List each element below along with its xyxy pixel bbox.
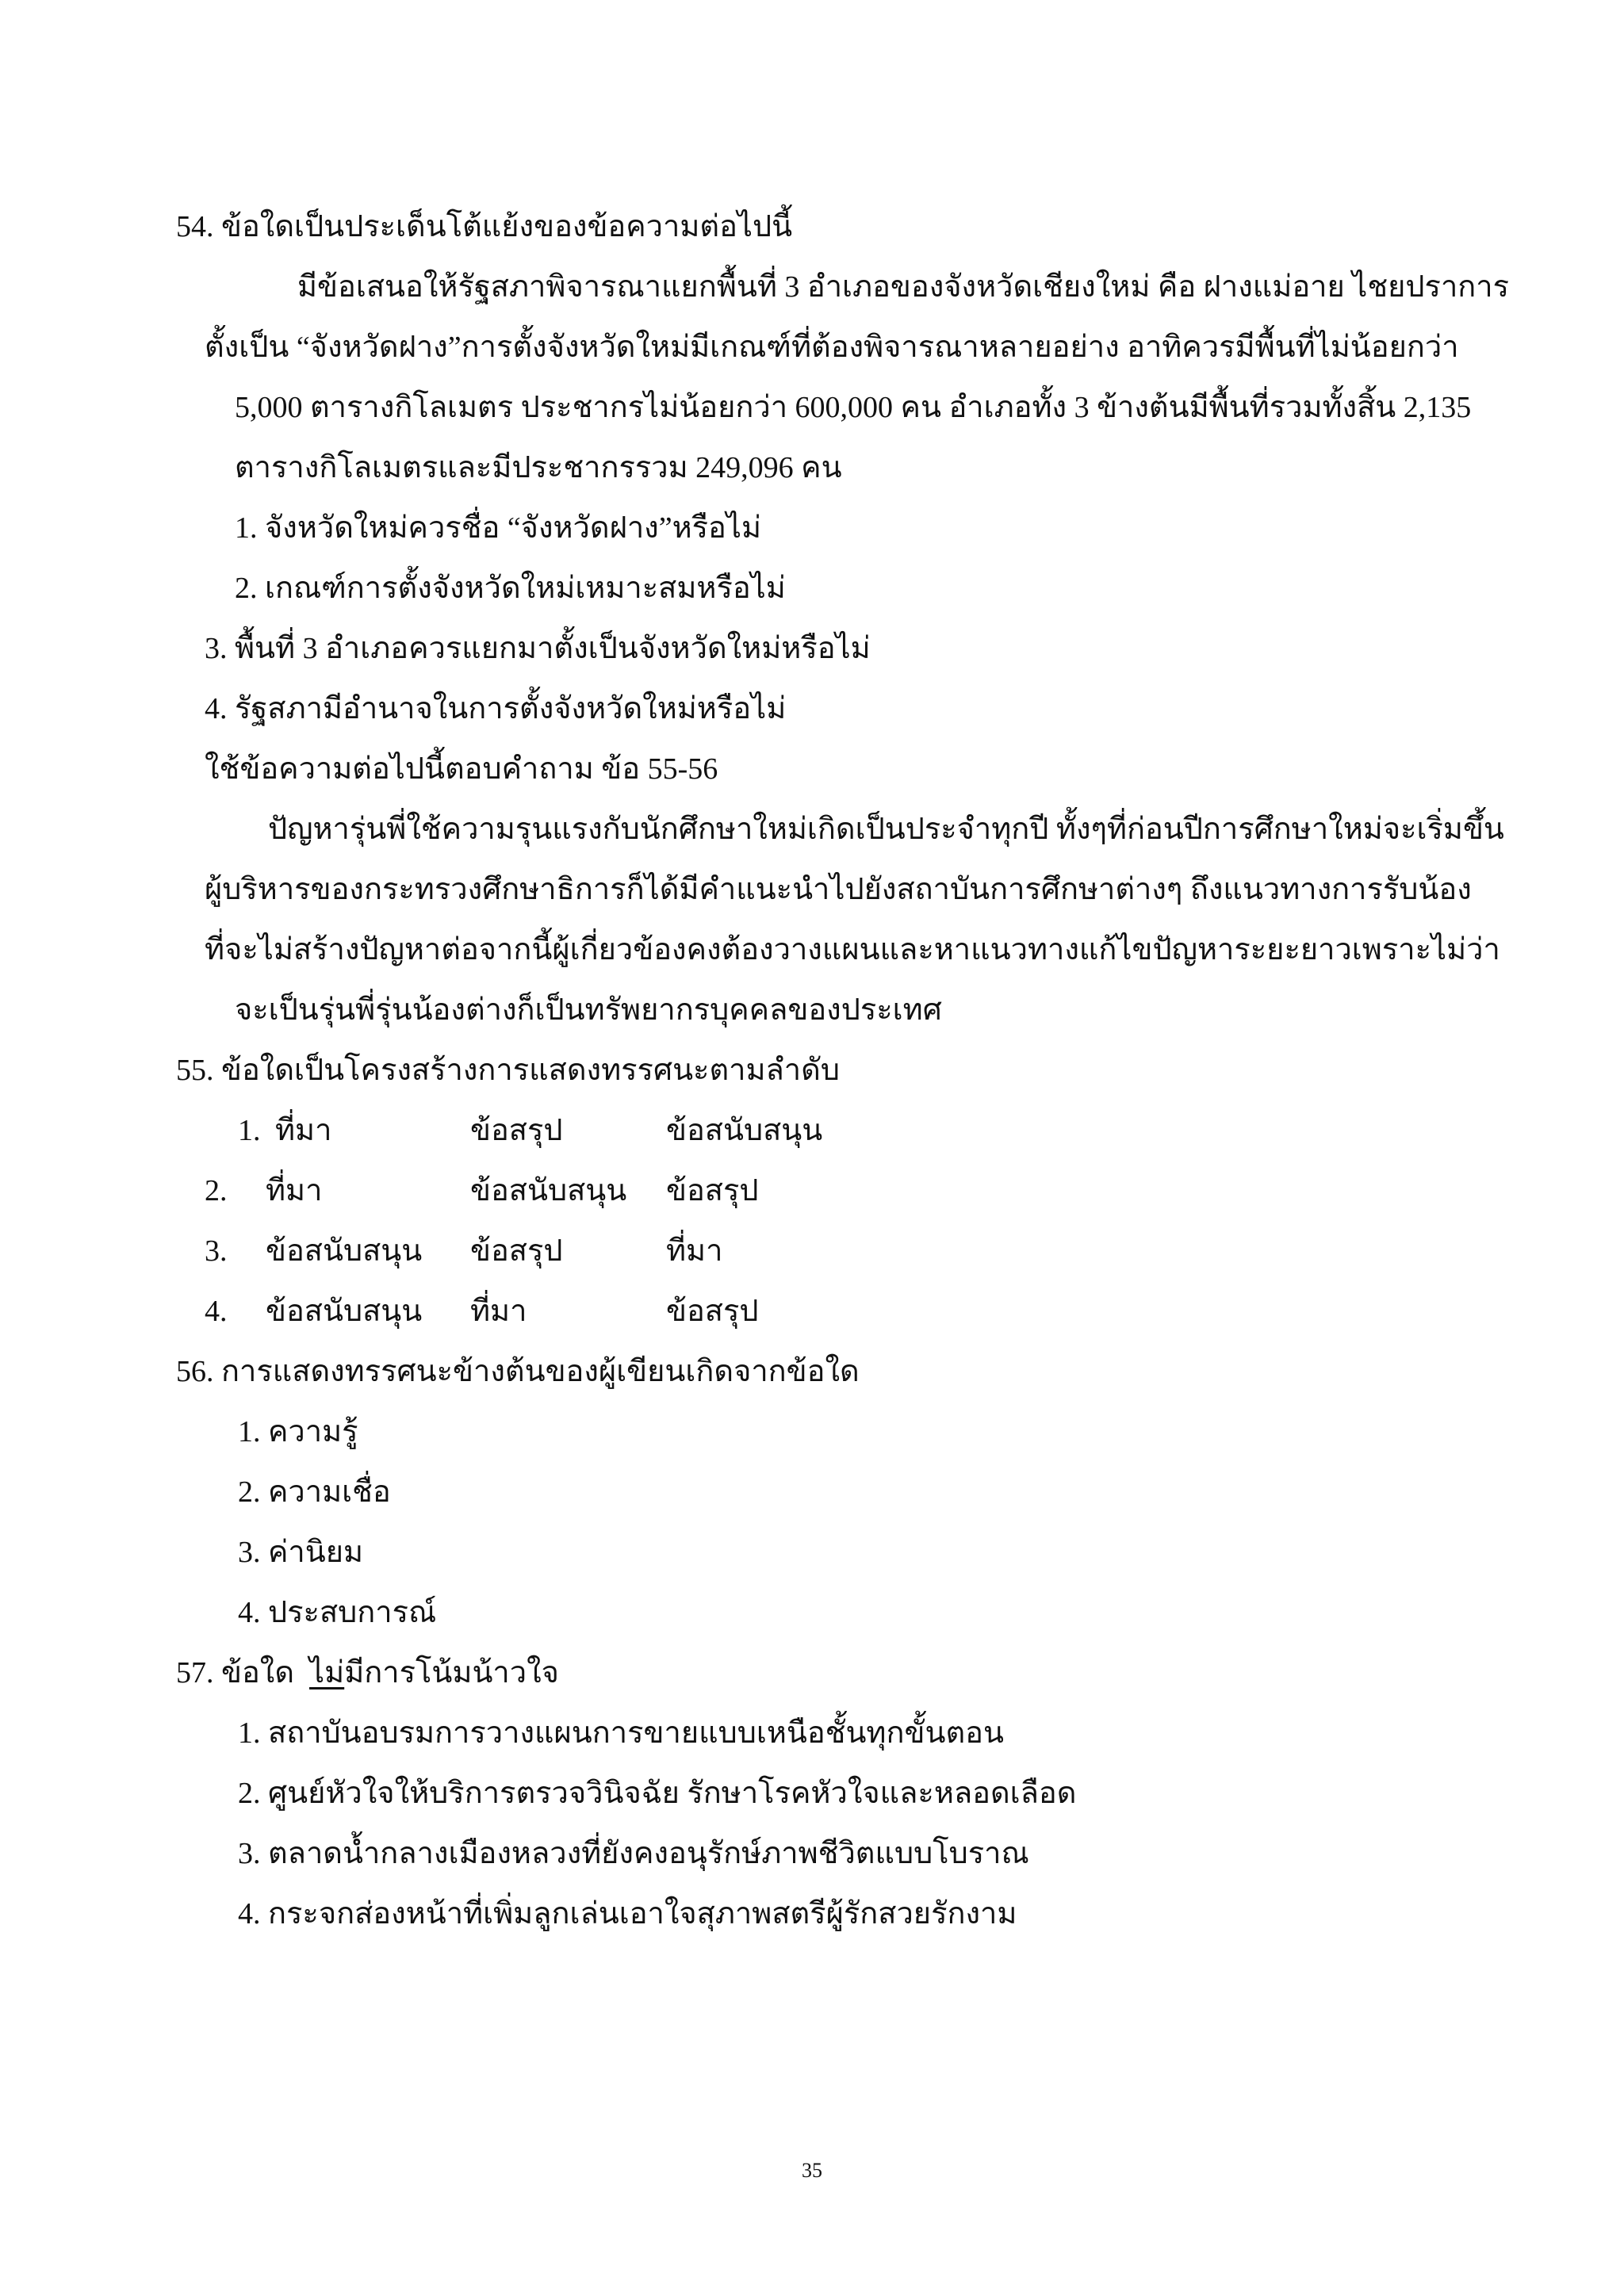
question-57-prefix: 57. ข้อใด — [176, 1656, 310, 1689]
q55-option-number: 4. — [205, 1295, 228, 1328]
q55-option-col-3: ข้อสนับสนุน — [666, 1114, 823, 1147]
question-57-suffix: มีการโน้มน้าวใจ — [344, 1656, 559, 1689]
question-54: 54. ข้อใดเป็นประเด็นโต้แย้งของข้อความต่อไปนี้ — [176, 210, 793, 243]
q55-option-col-3: ข้อสรุป — [666, 1174, 759, 1207]
q54-option-1: 1. จังหวัดใหม่ควรชื่อ “จังหวัดฝาง”หรือไม่ — [235, 511, 762, 545]
q57-option-2: 2. ศูนย์หัวใจให้บริการตรวจวินิจฉัย รักษาโรคหัวใจและหลอดเลือด — [238, 1777, 1077, 1810]
q55-option-4 — [0, 1292, 1624, 1330]
q57-option-1: 1. สถาบันอบรมการวางแผนการขายแบบเหนือชั้นทุกขั้นตอน — [238, 1716, 1004, 1750]
passage-55-56-line-4: จะเป็นรุ่นพี่รุ่นน้องต่างก็เป็นทรัพยากรบุคคลของประเทศ — [235, 993, 942, 1027]
question-55: 55. ข้อใดเป็นโครงสร้างการแสดงทรรศนะตามลำดับ — [176, 1054, 840, 1087]
q54-passage-line-4: ตารางกิโลเมตรและมีประชากรรวม 249,096 คน — [235, 451, 842, 484]
passage-55-56-line-2: ผู้บริหารของกระทรวงศึกษาธิการก็ได้มีคำแนะนำไปยังสถาบันการศึกษาต่างๆ ถึงแนวทางการรับน้อง — [205, 873, 1472, 906]
q55-option-col-2: ข้อสนับสนุน — [470, 1174, 627, 1207]
passage-55-56-line-3: ที่จะไม่สร้างปัญหาต่อจากนี้ผู้เกี่ยวข้องคงต้องวางแผนและหาแนวทางแก้ไขปัญหาระยะยาวเพราะไม่ว่า — [205, 933, 1500, 966]
q54-option-4: 4. รัฐสภามีอำนาจในการตั้งจังหวัดใหม่หรือไม่ — [205, 692, 787, 725]
q54-passage-line-1: มีข้อเสนอให้รัฐสภาพิจารณาแยกพื้นที่ 3 อำเภอของจังหวัดเชียงใหม่ คือ ฝางแม่อาย ไชยปราการ — [297, 270, 1510, 304]
q54-option-2: 2. เกณฑ์การตั้งจังหวัดใหม่เหมาะสมหรือไม่ — [235, 572, 786, 605]
q55-option-3 — [0, 1232, 1624, 1270]
q55-option-col-1: ข้อสนับสนุน — [266, 1295, 423, 1328]
q54-option-3: 3. พื้นที่ 3 อำเภอควรแยกมาตั้งเป็นจังหวัดใหม่หรือไม่ — [205, 632, 871, 665]
q57-option-3: 3. ตลาดน้ำกลางเมืองหลวงที่ยังคงอนุรักษ์ภาพชีวิตแบบโบราณ — [238, 1837, 1029, 1870]
question-57-underlined-word: ไม่ — [309, 1656, 345, 1689]
page-number: 35 — [802, 2159, 822, 2182]
q55-option-1 — [0, 1112, 1624, 1150]
q55-option-col-3: ข้อสรุป — [666, 1295, 759, 1328]
q54-passage-line-3: 5,000 ตารางกิโลเมตร ประชากรไม่น้อยกว่า 600,000 คน อำเภอทั้ง 3 ข้างต้นมีพื้นที่รวมทั้งสิ้น 2,135 — [235, 391, 1472, 424]
intro-55-56: ใช้ข้อความต่อไปนี้ตอบคำถาม ข้อ 55-56 — [205, 752, 718, 786]
question-56: 56. การแสดงทรรศนะข้างต้นของผู้เขียนเกิดจากข้อใด — [176, 1355, 860, 1388]
q55-option-2 — [0, 1172, 1624, 1210]
q55-option-col-1: ข้อสนับสนุน — [266, 1234, 423, 1268]
q55-option-col-2: ข้อสรุป — [470, 1234, 563, 1268]
q56-option-4: 4. ประสบการณ์ — [238, 1596, 437, 1629]
question-57 — [176, 1654, 559, 1692]
q55-option-col-2: ที่มา — [470, 1295, 527, 1328]
q55-option-col-3: ที่มา — [666, 1234, 723, 1268]
q56-option-3: 3. ค่านิยม — [238, 1536, 364, 1569]
q55-option-col-1: ที่มา — [275, 1114, 332, 1147]
q55-option-number: 2. — [205, 1174, 228, 1207]
q55-option-number: 1. — [238, 1114, 261, 1147]
q56-option-2: 2. ความเชื่อ — [238, 1475, 391, 1509]
q56-option-1: 1. ความรู้ — [238, 1415, 358, 1448]
q55-option-col-1: ที่มา — [266, 1174, 323, 1207]
passage-55-56-line-1: ปัญหารุ่นพี่ใช้ความรุนแรงกับนักศึกษาใหม่เกิดเป็นประจำทุกปี ทั้งๆที่ก่อนปีการศึกษาใหม่จะเริ่มขึ้น — [268, 813, 1504, 846]
q55-option-col-2: ข้อสรุป — [470, 1114, 563, 1147]
q55-option-number: 3. — [205, 1234, 228, 1268]
q54-passage-line-2: ตั้งเป็น “จังหวัดฝาง”การตั้งจังหวัดใหม่มีเกณฑ์ที่ต้องพิจารณาหลายอย่าง อาทิควรมีพื้นที่ไม่น้อยกว่า — [205, 331, 1459, 364]
q57-option-4: 4. กระจกส่องหน้าที่เพิ่มลูกเล่นเอาใจสุภาพสตรีผู้รักสวยรักงาม — [238, 1897, 1017, 1931]
